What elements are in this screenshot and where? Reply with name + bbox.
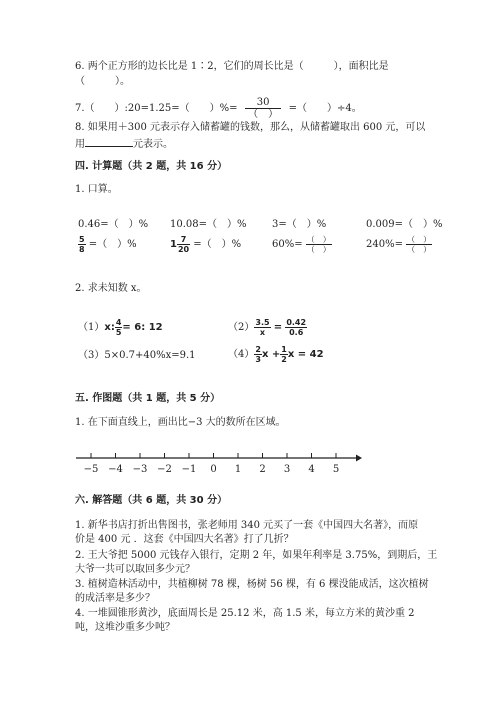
calc-q2-title: 2. 求未知数 x。 [75, 283, 147, 294]
oral-calc-7-fraction [306, 235, 332, 254]
answer-q2-line-2: 大爷一共可以取回多少元？ [75, 564, 195, 575]
section-6-title: 六. 解答题（共 6 题，共 30 分） [75, 495, 228, 506]
question-7-part-b: =（ ）÷4。 [288, 103, 362, 114]
question-7-part-a: 7.（ ）:20=1.25=（ ）%= [75, 103, 238, 114]
oral-calc-6-numerator: 7 [177, 235, 190, 245]
number-line-tick-label: 4 [308, 464, 315, 475]
equation-1-label: （1） [78, 322, 105, 333]
question-6-line-1: 6. 两个正方形的边长比是 1∶2，它们的周长比是（ ），面积比是 [75, 61, 389, 72]
number-line-tick-label: 0 [210, 464, 217, 475]
oral-calc-6 [170, 235, 241, 254]
equation-4-f1-numerator: 2 [255, 345, 261, 354]
equation-1-denominator: 5 [115, 328, 122, 337]
oral-calc-4: 0.009=（ ）% [366, 219, 443, 230]
number-line [0, 448, 500, 488]
equation-2 [228, 318, 307, 337]
number-line-tick-label: −2 [157, 464, 172, 475]
number-line-tick-label: −3 [132, 464, 148, 475]
oral-calc-6-fraction [177, 235, 190, 254]
answer-q3-line-1: 3. 植树造林活动中，共植柳树 78 棵，杨树 56 棵，有 6 棵没能成活，这次植树 [75, 579, 429, 590]
oral-calc-5-denominator: 8 [79, 245, 85, 254]
answer-q3-line-2: 的成活率是多少？ [75, 593, 155, 604]
question-6-line-2: （ ）。 [75, 76, 130, 87]
equation-2-left-numerator: 3.5 [255, 318, 270, 327]
number-line-tick-label: −5 [83, 464, 99, 475]
equation-2-right-numerator: 0.42 [286, 318, 307, 327]
question-8-answer-blank [85, 136, 133, 147]
oral-calc-7-denominator: （ ） [306, 245, 331, 254]
equation-4-f2-numerator: 1 [281, 345, 287, 354]
equation-2-fraction-left [254, 318, 270, 337]
section-4-title: 四. 计算题（共 2 题，共 16 分） [75, 161, 228, 172]
oral-calc-7-numerator: （ ） [306, 235, 331, 244]
equation-1-rhs: = 6: 12 [122, 322, 163, 333]
question-7 [75, 97, 362, 120]
oral-calc-6-whole: 1 [170, 239, 177, 250]
oral-calc-5-fraction [78, 235, 86, 254]
number-line-tick-label: 3 [283, 464, 291, 475]
oral-calc-5 [78, 235, 137, 254]
question-8-line-2-b: 元表示。 [133, 139, 173, 150]
equation-1-numerator: 4 [115, 318, 122, 327]
equation-4-label: （4） [228, 349, 255, 360]
question-7-fraction-numerator: 30 [245, 97, 282, 109]
equation-4-f1-denominator: 3 [255, 355, 261, 364]
oral-calc-7-lead: 60%= [272, 239, 303, 250]
oral-calc-7 [272, 235, 332, 254]
oral-calc-3: 3=（ ）% [272, 219, 327, 230]
equation-4-fraction-1 [254, 345, 262, 364]
number-line-tick-label: 2 [259, 464, 266, 475]
oral-calc-2: 10.08=（ ）% [170, 219, 247, 230]
oral-calc-5-tail: =（ ）% [88, 239, 137, 250]
question-8-line-2 [75, 136, 173, 151]
equation-2-label: （2） [228, 322, 255, 333]
drawing-q1-text: 1. 在下面直线上，画出比−3 大的数所在区域。 [75, 417, 286, 428]
answer-q2-line-1: 2. 王大爷把 5000 元钱存入银行，定期 2 年，如果年利率是 3.75%，到期后，王 [75, 550, 438, 561]
answer-q4-line-1: 4. 一堆圆锥形黄沙，底面周长是 25.12 米，高 1.5 米，每立方米的黄沙重 2 [75, 608, 415, 619]
equation-2-left-denominator: x [259, 328, 266, 337]
equation-4-f2-denominator: 2 [281, 355, 287, 364]
number-line-tick-label: −4 [108, 464, 123, 475]
answer-q4-line-2: 吨，这堆沙重多少吨？ [75, 622, 175, 633]
question-8-line-2-a: 用 [75, 139, 85, 150]
number-line-tick-label: 5 [332, 464, 340, 475]
equation-2-right-denominator: 0.6 [289, 328, 304, 337]
question-7-fraction [245, 97, 282, 120]
equation-3: （3）5×0.7+40%x=9.1 [78, 350, 196, 361]
equation-4-rhs: x = 42 [287, 349, 324, 360]
oral-calc-8 [366, 235, 432, 254]
question-8-line-1: 8. 如果用＋300 元表示存入储蓄罐的钱数，那么，从储蓄罐取出 600 元，可以 [75, 122, 426, 133]
oral-calc-8-fraction [406, 235, 432, 254]
section-5-title: 五. 作图题（共 1 题，共 5 分） [75, 393, 221, 404]
number-line-tick-label: −1 [181, 464, 197, 475]
question-7-fraction-denominator: （ ） [248, 109, 279, 120]
number-line-tick-label: 1 [234, 464, 242, 475]
equation-2-equals: = [273, 322, 283, 333]
equation-4-mid: x + [261, 349, 281, 360]
number-line-arrow-icon [356, 455, 362, 462]
oral-calc-8-denominator: （ ） [407, 245, 432, 254]
oral-calc-8-lead: 240%= [366, 239, 403, 250]
oral-calc-8-numerator: （ ） [407, 235, 432, 244]
answer-q1-line-2: 价是 400 元 ．这套《中国四大名著》打了几折？ [75, 534, 294, 545]
answer-q1-line-1: 1. 新华书店打折出售图书，张老师用 340 元买了一套《中国四大名著》，而原 [75, 520, 419, 531]
equation-1-lhs: x: [104, 322, 115, 333]
oral-calc-1: 0.46=（ ）% [78, 219, 149, 230]
oral-calc-6-tail: =（ ）% [193, 239, 242, 250]
equation-1 [78, 318, 163, 337]
oral-calc-6-denominator: 20 [177, 245, 190, 254]
equation-2-fraction-right [285, 318, 307, 337]
equation-4 [228, 345, 324, 364]
equation-4-fraction-2 [280, 345, 288, 364]
oral-calc-5-numerator: 5 [79, 235, 85, 244]
calc-q1-title: 1. 口算。 [75, 184, 118, 195]
